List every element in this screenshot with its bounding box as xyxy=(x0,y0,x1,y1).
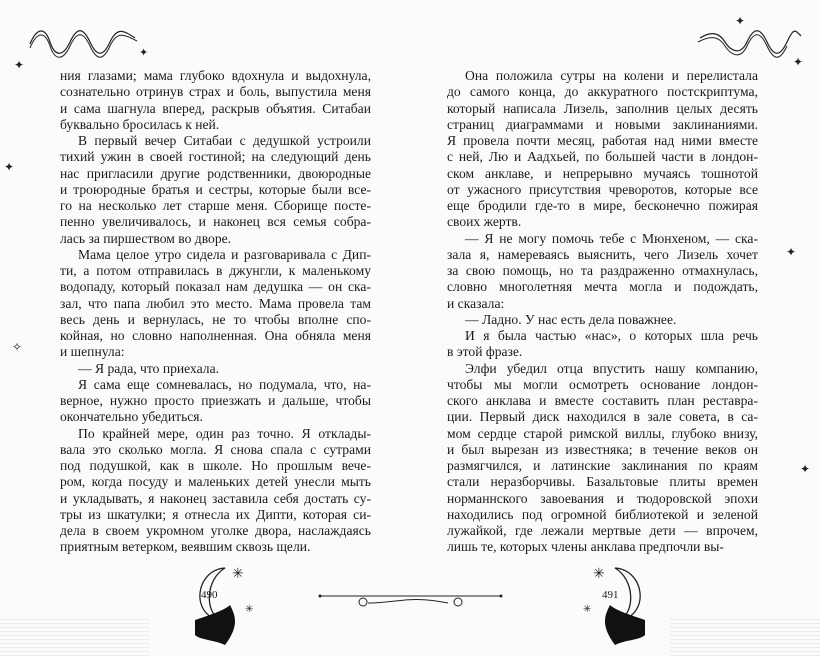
star-icon: ✧ xyxy=(12,340,23,354)
text-line: лась за пиршеством во дворе. xyxy=(60,230,232,246)
page-right-text xyxy=(447,68,758,556)
text-line: го на несколько лет старше меня. Сборище посте- xyxy=(60,198,371,213)
text-line: зал, что папа любил это место. Мама провела там xyxy=(60,295,371,311)
star-icon: ✦ xyxy=(735,14,746,28)
paragraph xyxy=(60,68,371,133)
text-line: ского анклава и вместе составить план реставра- xyxy=(447,393,758,408)
paragraph xyxy=(447,68,758,231)
svg-text:✳: ✳ xyxy=(583,604,592,615)
text-line: лужайкой, где лежали мертвые дети — впрочем, xyxy=(447,523,758,538)
paragraph xyxy=(60,247,371,361)
text-line: словно многолетняя мечта могла и подождать, xyxy=(447,279,758,295)
snake-ornament-right xyxy=(695,22,805,62)
paragraph xyxy=(60,361,371,377)
moon-hand-ornament-right xyxy=(575,560,655,652)
page-number-left: 490 xyxy=(201,589,218,601)
text-line: и сама шагнула вперед, раскрыв объятия. Ситабаи xyxy=(60,100,371,116)
text-line: ния глазами; мама глубоко вдохнула и выдохнула, xyxy=(60,68,371,83)
star-icon: ✦ xyxy=(786,245,797,259)
text-line: страниц диаграммами и новыми заклинаниями. xyxy=(447,116,758,132)
text-line: и укладывать, я наконец заставила себя достать су- xyxy=(60,490,371,506)
text-line: тихий ужин в своей гостиной; на следующий день xyxy=(60,149,371,165)
text-line: В первый вечер Ситабаи с дедушкой устроили xyxy=(78,133,371,148)
text-line: — Я рада, что приехала. xyxy=(78,360,220,376)
text-line: буквально бросилась к ней. xyxy=(60,116,220,132)
text-line: под подушкой, как в школе. Но прошлым вече- xyxy=(60,458,371,473)
text-line: лишь те, которых члены анклава предпочли вы- xyxy=(447,539,724,555)
text-line: ском анклаве, и непрерывно мучаясь тошнотой xyxy=(447,165,758,181)
text-line: чтобы мы могли осмотреть основание лондон- xyxy=(447,376,758,392)
text-line: окончательно убедиться. xyxy=(60,409,203,425)
svg-text:✦: ✦ xyxy=(139,47,149,59)
text-line: и сказала: xyxy=(447,295,505,311)
text-line: до самого конца, до аккуратного постскриптума, xyxy=(447,84,758,100)
page-number-right: 491 xyxy=(602,589,619,601)
snake-ornament-left xyxy=(25,22,149,62)
star-icon: ✦ xyxy=(4,160,15,174)
svg-text:✳: ✳ xyxy=(245,604,254,615)
text-line: нас пригласили другие родственники, двоюродные xyxy=(60,165,371,181)
text-line: По крайней мере, один раз точно. Я отклады- xyxy=(78,425,371,441)
text-line: стали неразборчивы. Базальтовые плиты времен xyxy=(447,474,758,490)
text-line: водопаду, который показал нам дедушка — он ска- xyxy=(60,279,371,295)
hatch-decoration-right xyxy=(670,616,820,656)
page-left-text xyxy=(60,68,371,556)
paragraph xyxy=(447,231,758,312)
text-line: ции. Первый диск находился в зале совета, в са- xyxy=(447,409,758,425)
text-line: и троюродные братья и сестры, которые были все- xyxy=(60,181,371,197)
text-line: за свою помощь, но та раздраженно отмахнулась, xyxy=(447,263,758,278)
text-line: с ней, Лю и Аадхьей, по большей части в лондон- xyxy=(447,149,758,165)
text-line: находились под огромной библиотекой и зеленой xyxy=(447,506,758,522)
text-line: мом сердце старой римской виллы, глубоко внизу, xyxy=(447,425,758,441)
text-line: верное, нужно просто приезжать и дальше, чтобы xyxy=(60,393,371,408)
text-line: размягчился, и латинские заклинания по краям xyxy=(447,458,758,473)
text-line: дела в своем укромном уголке двора, наслаждаясь xyxy=(60,523,371,538)
text-line: приятным ветерком, веявшим сквозь щели. xyxy=(60,539,311,555)
moon-hand-ornament-left xyxy=(185,560,265,652)
text-line: тры из шкатулки; я отнесла их Дипти, которая си- xyxy=(60,506,371,522)
text-line: и был вырезан из известняка; в течение веков он xyxy=(447,441,758,457)
paragraph xyxy=(447,328,758,361)
star-icon: ✦ xyxy=(800,462,811,476)
text-line: вала это сколько могла. Я снова спала с сутрами xyxy=(60,441,371,457)
text-line: пенно увеличивалось, и наконец вся семья собра- xyxy=(60,214,371,230)
svg-text:✳: ✳ xyxy=(593,567,605,582)
text-line: сознательно отринув страх и боль, выпустила меня xyxy=(60,84,371,100)
text-line: Она положила сутры на колени и перелистала xyxy=(465,68,758,83)
text-line: ти, а потом отправилась в джунгли, к маленькому xyxy=(60,263,371,278)
text-line: в этой фразе. xyxy=(447,344,523,360)
text-line: норманнского завоевания и тюдоровской эпохи xyxy=(447,490,758,506)
hatch-decoration-left xyxy=(0,616,150,656)
text-line: весь день и вернулась, не то чтобы вполне спо- xyxy=(60,311,371,327)
text-line: и шепнула: xyxy=(60,344,125,360)
text-line: Я провела почти месяц, работая над ними вместе xyxy=(447,133,758,148)
paragraph xyxy=(447,361,758,556)
text-line: еще бродили где-то в мире, бесконечно пожирая xyxy=(447,198,758,213)
text-line: который написала Лизель, заполнив целых десять xyxy=(447,100,758,116)
text-line: Я сама еще сомневалась, но подумала, что, на- xyxy=(78,376,371,392)
text-line: Мама целое утро сидела и разговаривала с Дип- xyxy=(78,246,371,262)
text-line: койная, но словно наполненная. Она обняла меня xyxy=(60,328,371,343)
paragraph xyxy=(60,377,371,426)
star-icon: ✦ xyxy=(14,58,25,72)
scroll-divider-ornament xyxy=(318,590,503,610)
text-line: от ужасного присутствия чреворотов, которые все xyxy=(447,181,758,197)
text-line: ром, когда посуду и маленьких детей унесли мыть xyxy=(60,474,371,490)
paragraph xyxy=(60,133,371,247)
text-line: своих жертв. xyxy=(447,214,522,230)
text-line: — Я не могу помочь тебе с Мюнхеном, — ска- xyxy=(465,230,758,246)
text-line: зала я, намереваясь выяснить, чего Лизель хочет xyxy=(447,246,758,262)
star-icon: ✦ xyxy=(793,55,804,69)
text-line: Элфи убедил отца впустить нашу компанию, xyxy=(465,360,758,376)
paragraph xyxy=(60,426,371,556)
text-line: И я была частью «нас», о которых шла речь xyxy=(465,328,758,343)
paragraph xyxy=(447,312,758,328)
text-line: — Ладно. У нас есть дела поважнее. xyxy=(465,311,677,327)
svg-text:✳: ✳ xyxy=(232,567,244,582)
